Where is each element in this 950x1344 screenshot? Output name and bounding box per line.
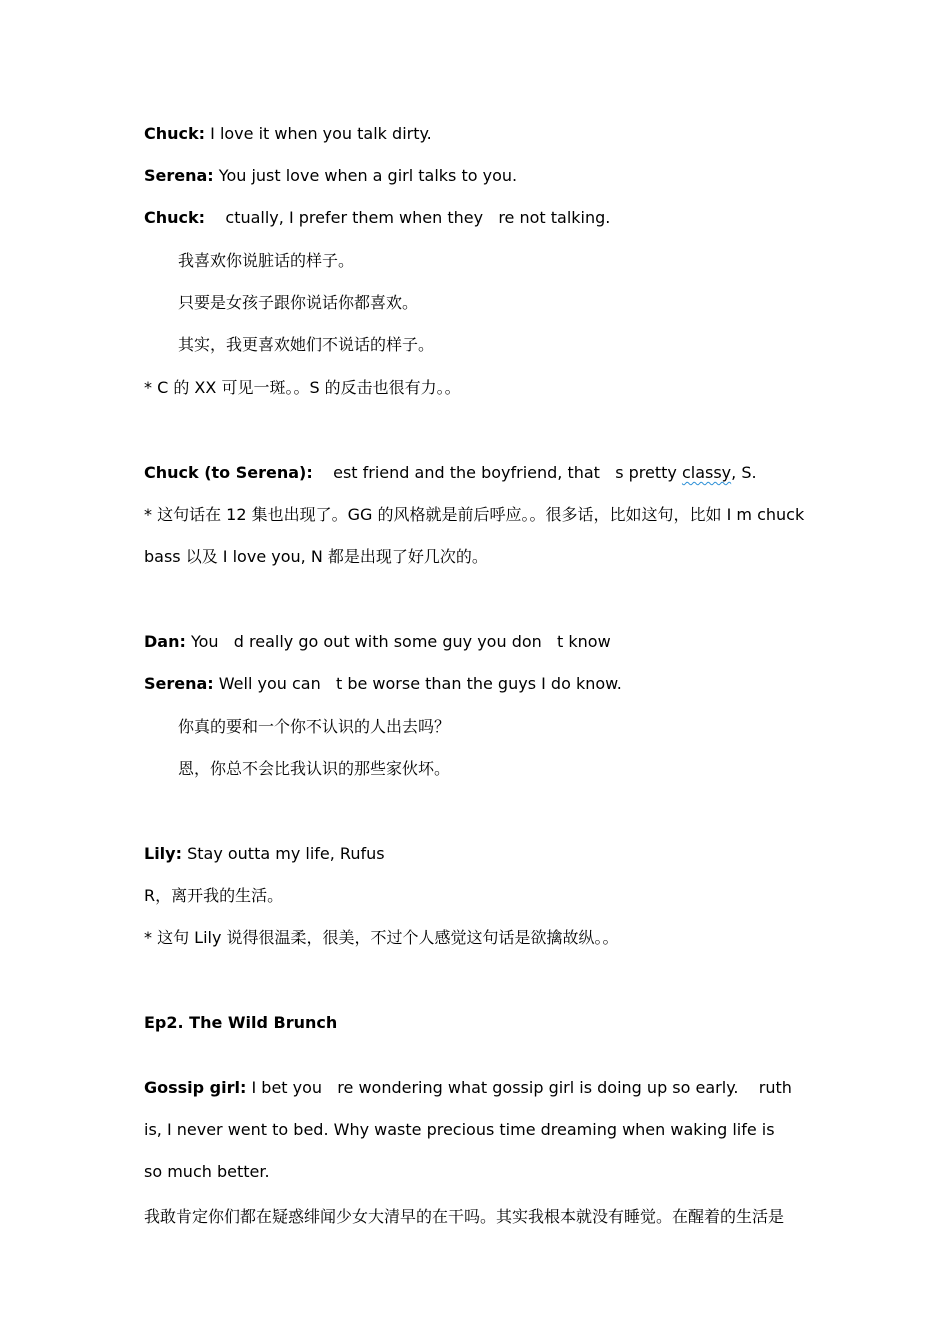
speaker-label: Chuck (to Serena): bbox=[144, 463, 313, 482]
dialogue-line-serena-2 bbox=[144, 673, 622, 695]
dialogue-line-serena-1 bbox=[144, 165, 517, 187]
episode-heading: Ep2. The Wild Brunch bbox=[144, 1013, 338, 1032]
dialogue-line-dan bbox=[144, 631, 611, 653]
dialogue-text: Well you can t be worse than the guys I do know. bbox=[213, 674, 622, 693]
translation-line: 你真的要和一个你不认识的人出去吗？ bbox=[178, 717, 451, 736]
dialogue-text: Stay outta my life, Rufus bbox=[182, 844, 385, 863]
dialogue-text-cont: is, I never went to bed. Why waste precious time dreaming when waking life is bbox=[144, 1120, 775, 1139]
speaker-label: Chuck: bbox=[144, 124, 206, 143]
dialogue-text: I love it when you talk dirty. bbox=[205, 124, 432, 143]
translation-line: 其实，我更喜欢她们不说话的样子。 bbox=[178, 335, 435, 354]
dialogue-text-end: , S. bbox=[731, 463, 757, 482]
speaker-label: Dan: bbox=[144, 632, 186, 651]
dialogue-line-gossip-girl bbox=[144, 1077, 792, 1099]
comment-line-cont: bass 以及 I love you, N 都是出现了好几次的。 bbox=[144, 547, 488, 566]
dialogue-text: I bet you re wondering what gossip girl is doing up so early. ruth bbox=[246, 1078, 792, 1097]
spellcheck-underlined-word: classy bbox=[681, 463, 732, 482]
dialogue-line-chuck-2 bbox=[144, 207, 610, 229]
dialogue-text: est friend and the boyfriend, that s pretty bbox=[312, 463, 682, 482]
speaker-label: Serena: bbox=[144, 674, 214, 693]
speaker-label: Serena: bbox=[144, 166, 214, 185]
dialogue-line-lily bbox=[144, 843, 385, 865]
dialogue-line-chuck-to-serena bbox=[144, 462, 757, 484]
dialogue-line-chuck-1 bbox=[144, 123, 432, 145]
translation-line: 我敢肯定你们都在疑惑绯闻少女大清早的在干吗。其实我根本就没有睡觉。在醒着的生活是 bbox=[144, 1207, 785, 1226]
speaker-label: Lily: bbox=[144, 844, 182, 863]
translation-line: 只要是女孩子跟你说话你都喜欢。 bbox=[178, 293, 419, 312]
dialogue-text: ctually, I prefer them when they re not talking. bbox=[205, 208, 611, 227]
speaker-label: Gossip girl: bbox=[144, 1078, 247, 1097]
comment-line: * 这句话在 12 集也出现了。GG 的风格就是前后呼应。。很多话，比如这句，比如 I m chuck bbox=[144, 505, 805, 524]
translation-line: 我喜欢你说脏话的样子。 bbox=[178, 251, 355, 270]
dialogue-text: You just love when a girl talks to you. bbox=[213, 166, 518, 185]
speaker-label: Chuck: bbox=[144, 208, 206, 227]
translation-line: R，离开我的生活。 bbox=[144, 886, 284, 905]
comment-line: * C 的 XX 可见一斑。。S 的反击也很有力。。 bbox=[144, 378, 461, 397]
translation-line: 恩，你总不会比我认识的那些家伙坏。 bbox=[178, 759, 451, 778]
dialogue-text: You d really go out with some guy you don t know bbox=[185, 632, 611, 651]
comment-line: * 这句 Lily 说得很温柔，很美，不过个人感觉这句话是欲擒故纵。。 bbox=[144, 928, 619, 947]
dialogue-text-cont: so much better. bbox=[144, 1162, 270, 1181]
